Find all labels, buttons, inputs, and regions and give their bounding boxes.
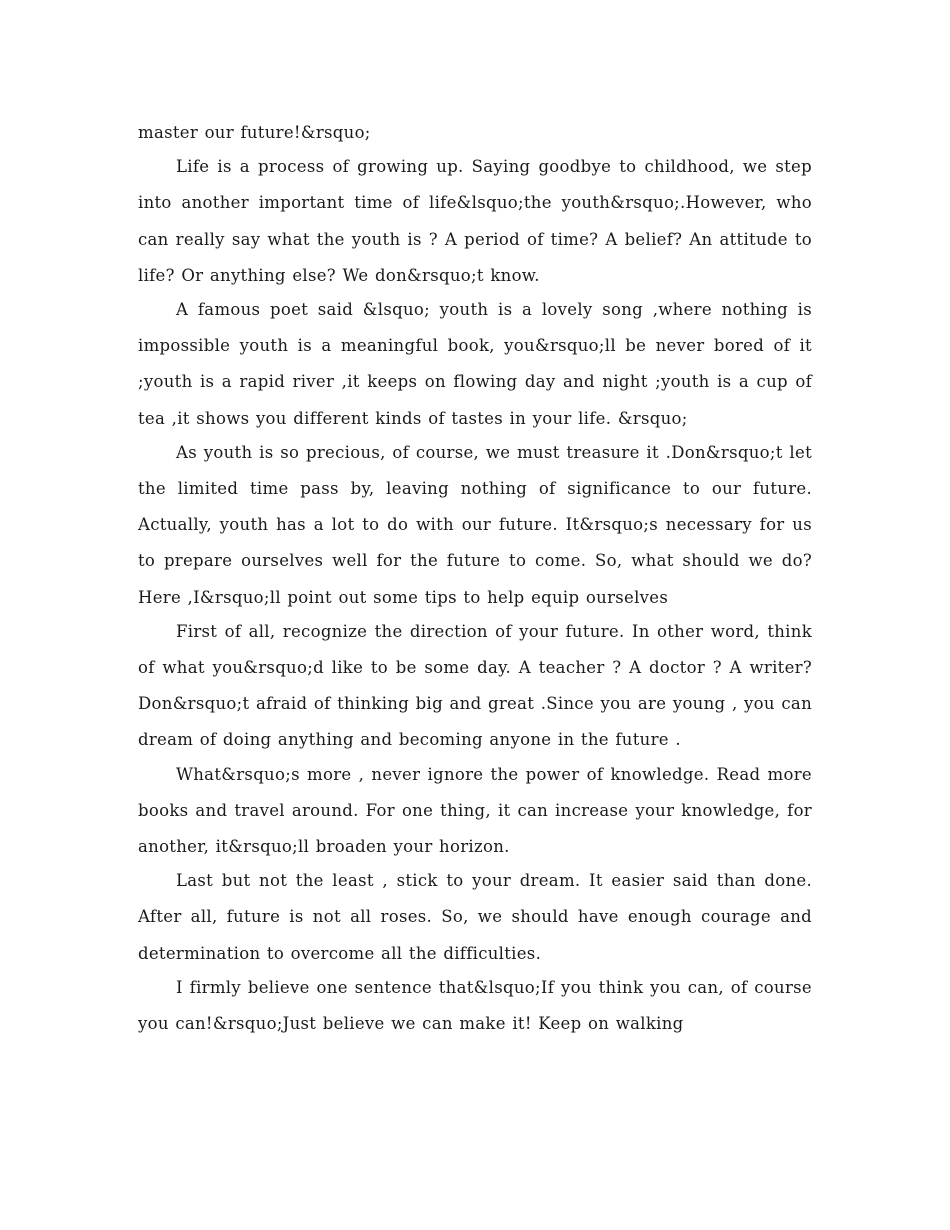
- paragraph-life-process: Life is a process of growing up. Saying goodbye to childhood, we step into another important time of life&lsquo;the youth&rsquo;.However, who can really say what the youth is ? A period of time? A belief? An attitude to life? Or anything else? We don&rsquo;t know.: [138, 157, 812, 285]
- paragraph-famous-poet: A famous poet said &lsquo; youth is a lovely song ,where nothing is impossible youth is a meaningful book, you&rsquo;ll be never bored of it ;youth is a rapid river ,it keeps on flowing day and night ;youth is a cup of tea ,it shows you different kinds of tastes in your life. &rsquo;: [138, 300, 812, 428]
- paragraph-youth-precious: As youth is so precious, of course, we must treasure it .Don&rsquo;t let the limited time pass by, leaving nothing of significance to our future. Actually, youth has a lot to do with our future. It&rsquo;s necessary for us to prepare ourselves well for the future to come. So, what should we do? Here ,I&rsquo;ll point out some tips to help equip ourselves: [138, 442, 812, 607]
- paragraph-firmly-believe: I firmly believe one sentence that&lsquo;If you think you can, of course you can!&rsquo;Just believe we can make it! Keep on walking: [138, 977, 812, 1034]
- paragraph-first-of-all: First of all, recognize the direction of your future. In other word, think of what you&rsquo;d like to be some day. A teacher ? A doctor ? A writer? Don&rsquo;t afraid of thinking big and great .Since you are young , you can dream of doing anything and becoming anyone in the future .: [138, 621, 812, 750]
- paragraph-last-but-not-least: Last but not the least , stick to your dream. It easier said than done. After all, future is not all roses. So, we should have enough courage and determination to overcome all the difficulties.: [138, 871, 812, 963]
- paragraph-continuation: master our future!&rsquo;: [138, 123, 371, 142]
- document-body: [138, 115, 812, 1042]
- paragraph-whats-more: What&rsquo;s more , never ignore the power of knowledge. Read more books and travel around. For one thing, it can increase your knowledge, for another, it&rsquo;ll broaden your horizon.: [138, 764, 812, 857]
